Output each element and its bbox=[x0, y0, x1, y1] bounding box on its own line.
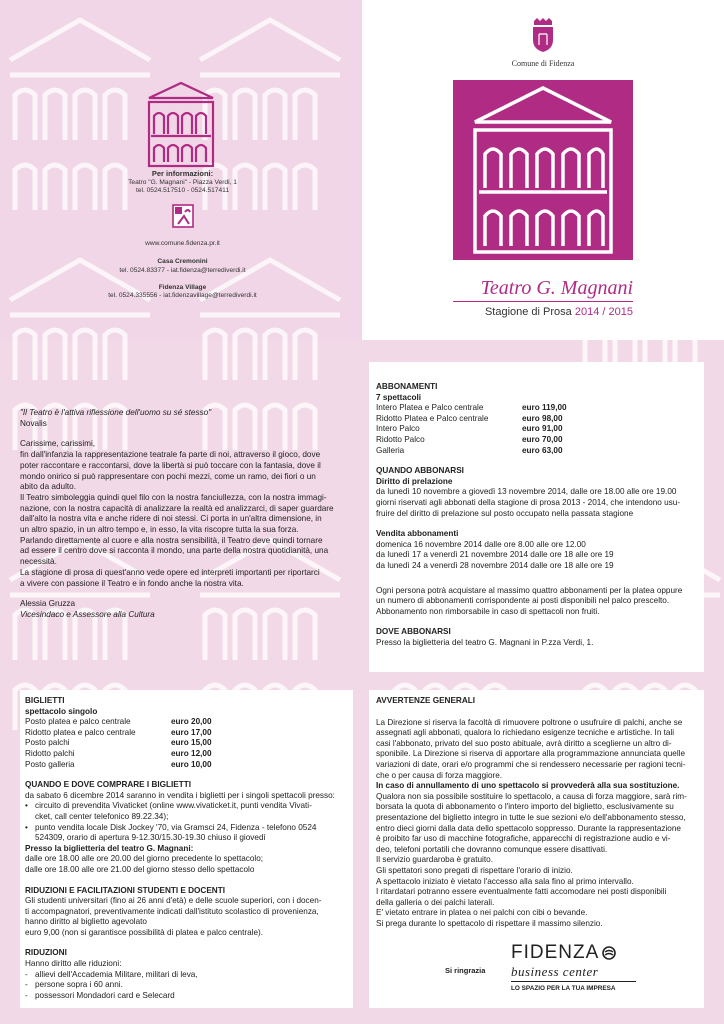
quando-comprare-heading: QUANDO E DOVE COMPRARE I BIGLIETTI bbox=[25, 780, 192, 790]
letter-line: poter raccontare e raccontarsi, dove la libertà si può toccare con la fantasia, dove il bbox=[20, 460, 321, 470]
avvertenze-line: è proibito far uso di macchine fotografiche, apparecchi di registrazione audio e vi- bbox=[376, 834, 671, 844]
price-value: euro 12,00 bbox=[171, 748, 212, 758]
price-row bbox=[25, 749, 347, 760]
avvertenze-bold-line: In caso di annullamento di uno spettacolo si provvederà alla sua sostituzione. bbox=[376, 781, 680, 791]
abbonamenti-panel bbox=[369, 362, 704, 672]
bullet-icon: • bbox=[25, 822, 28, 832]
stagione-title bbox=[453, 305, 633, 319]
dash-icon: - bbox=[25, 980, 28, 990]
biglietti-panel bbox=[20, 690, 353, 1008]
riduzioni-heading: RIDUZIONI bbox=[25, 948, 67, 958]
stagione-year-slash: / bbox=[602, 306, 606, 318]
quando-abbonarsi-heading: QUANDO ABBONARSI bbox=[376, 466, 464, 476]
price-value: euro 10,00 bbox=[171, 759, 212, 769]
price-row bbox=[376, 403, 698, 414]
riduzioni-studenti-line: euro 9,00 (non si garantisce possibilità di platea e palco centrale). bbox=[25, 927, 264, 937]
avvertenze-line: La Direzione si riserva la facoltà di rimuovere poltrone o usufruire di palchi, anche se bbox=[376, 717, 683, 727]
price-label: Posto galleria bbox=[25, 759, 75, 769]
stagione-label: Stagione di Prosa bbox=[484, 306, 572, 318]
riduzioni-item: possessori Mondadori card e Selecard bbox=[35, 990, 175, 1000]
price-row bbox=[376, 424, 698, 435]
avvertenze-line: Gli spettatori sono pregati di rispettare l'orario di inizio. bbox=[376, 865, 573, 875]
letter-signer: Alessia Gruzza bbox=[20, 599, 76, 609]
bullet-line: circuito di prevendita Vivaticket (online www.vivaticket.it, punti vendita Vivati- bbox=[35, 801, 312, 811]
avvertenze-heading: AVVERTENZE GENERALI bbox=[376, 696, 476, 705]
info-village-name: Fidenza Village bbox=[158, 283, 207, 291]
letter-block bbox=[20, 408, 348, 621]
avvertenze-line: entro dieci giorni dalla data dello spettacolo soppresso. Durante la rappresentazione bbox=[376, 823, 681, 833]
dash-icon: - bbox=[25, 990, 28, 1000]
price-row bbox=[376, 414, 698, 425]
bullet-icon: • bbox=[25, 801, 28, 811]
price-label: Intero Platea e Palco centrale bbox=[376, 403, 484, 413]
teatro-logo-icon bbox=[145, 80, 217, 168]
avvertenze-line: I ritardatari potranno essere eventualmente fatti accomodare nei posti disponibili bbox=[376, 887, 667, 897]
price-value: euro 119,00 bbox=[522, 403, 567, 413]
price-row bbox=[25, 728, 347, 739]
avvertenze-line: presentazione del biglietto integro in tutte le sue sezioni e/o dell'abbonamento stesso, bbox=[376, 812, 686, 822]
info-village-tel: tel. 0524.335556 - iat.fidenzavillage@terrediverdi.it bbox=[108, 292, 257, 300]
dove-abbonarsi-heading: DOVE ABBONARSI bbox=[376, 627, 451, 637]
presso-heading: Presso la biglietteria del teatro G. Magnani: bbox=[25, 843, 194, 853]
info-heading: Per informazioni: bbox=[151, 169, 214, 178]
abbonamenti-sub: 7 spettacoli bbox=[376, 392, 422, 402]
avvertenze-panel bbox=[369, 690, 704, 1008]
bullet-line: 524309, orario di apertura 9-12.30/15.30-19.30 chiuso il giovedì bbox=[35, 833, 266, 843]
stagione-year-start: 2014 bbox=[574, 306, 600, 318]
presso-line: dalle ore 18.00 alle ore 20.00 del giorno precedente lo spettacolo; bbox=[25, 854, 264, 864]
ogni-line: Abbonamento non rimborsabile in caso di spettacoli non fruiti. bbox=[376, 606, 600, 616]
sponsor-tagline: LO SPAZIO PER LA TUA IMPRESA bbox=[511, 985, 616, 992]
prelazione-line: giorni riservati agli abbonati della stagione di prosa 2013 - 2014, che intendono usu- bbox=[376, 497, 681, 507]
letter-line: La stagione di prosa di quest'anno vede opere ed interpreti importanti per riportarci bbox=[20, 567, 320, 577]
list-item bbox=[25, 991, 347, 1002]
price-row bbox=[25, 738, 347, 749]
biglietti-heading: BIGLIETTI bbox=[25, 696, 65, 705]
avvertenze-line: variazioni di date, orari e/o programmi che si rendessero necessarie per ragioni tecni- bbox=[376, 759, 686, 769]
presso-line: dalle ore 18.00 alle ore 21.00 del giorno stesso dello spettacolo bbox=[25, 864, 255, 874]
info-website[interactable]: www.comune.fidenza.pr.it bbox=[145, 239, 220, 247]
teatro-main-logo-icon bbox=[453, 80, 633, 260]
info-casa-tel: tel. 0524.83377 - iat.fidenza@terrediverdi.it bbox=[119, 266, 246, 274]
info-point-icon bbox=[172, 204, 194, 228]
sponsor-mark-icon bbox=[602, 946, 616, 960]
ogni-line: Ogni persona potrà acquistare al massimo quattro abbonamenti per la platea oppure bbox=[376, 585, 683, 595]
avvertenze-line: Il servizio guardaroba è gratuito. bbox=[376, 855, 493, 865]
quando-comprare-line: da sabato 6 dicembre 2014 saranno in vendita i biglietti per i singoli spettacoli presso: bbox=[25, 790, 335, 800]
price-value: euro 20,00 bbox=[171, 717, 212, 727]
sponsor-label: Si ringrazia bbox=[445, 966, 486, 975]
price-value: euro 63,00 bbox=[522, 445, 563, 455]
list-item bbox=[25, 970, 347, 981]
info-teatro-tel: tel. 0524.517510 - 0524.517411 bbox=[135, 187, 229, 195]
letter-line: a vivere con passione il Teatro e in fondo anche la nostra vita. bbox=[20, 578, 244, 588]
letter-line: nazione, con la nostra capacità di analizzare la realtà ed analizzarci, di saper guardare bbox=[20, 503, 334, 513]
letter-signer-role: Vicesindaco e Assessore alla Cultura bbox=[20, 609, 155, 619]
price-value: euro 91,00 bbox=[522, 424, 563, 434]
letter-line: mondo onirico si può rappresentare con pochi mezzi, come un ramo, dei fiori o un bbox=[20, 471, 316, 481]
avvertenze-line: Si prega durante lo spettacolo di rispettare il massimo silenzio. bbox=[376, 918, 603, 928]
list-item bbox=[25, 823, 347, 844]
avvertenze-line: che o per causa di forza maggiore. bbox=[376, 770, 503, 780]
vendita-line: domenica 16 novembre 2014 dalle ore 8.00 alle ore 12.00 bbox=[376, 539, 586, 549]
sponsor-name: FIDENZA bbox=[511, 942, 600, 963]
list-item bbox=[25, 980, 347, 991]
letter-quote: "Il Teatro è l'attiva riflessione dell'uomo su sé stesso" bbox=[20, 408, 212, 417]
riduzioni-studenti-line: Gli studenti universitari (fino ai 26 anni d'età) e delle scuole superiori, con i docen- bbox=[25, 896, 322, 906]
biglietti-sub: spettacolo singolo bbox=[25, 706, 98, 716]
riduzioni-intro: Hanno diritto alle riduzioni: bbox=[25, 959, 122, 969]
info-casa-name: Casa Cremonini bbox=[157, 258, 208, 266]
price-label: Ridotto Palco bbox=[376, 434, 425, 444]
title-block bbox=[453, 276, 633, 319]
letter-line: fin dall'infanzia la rappresentazione teatrale fa parte di noi, attraverso il gioco, dove bbox=[20, 450, 321, 460]
ogni-line: un numero di abbonamenti corrispondente ai posti disponibili nel palco prescelto. bbox=[376, 596, 670, 606]
avvertenze-line: Qualora non sia possibile sostituire lo spettacolo, a causa di forza maggiore, sarà rim- bbox=[376, 791, 687, 801]
avvertenze-line: sponibile. La Direzione si riserva di apportare alla programmazione annunciata quelle bbox=[376, 749, 686, 759]
price-value: euro 98,00 bbox=[522, 413, 563, 423]
avvertenze-line: deo, telefoni portatili che dovranno comunque essere disattivati. bbox=[376, 844, 608, 854]
price-value: euro 15,00 bbox=[171, 738, 212, 748]
price-value: euro 70,00 bbox=[522, 434, 563, 444]
avvertenze-line: assegnati agli abbonati, qualora lo richiedano esigenze tecniche e artistiche. In tali bbox=[376, 728, 675, 738]
letter-line: ad essere il centro dove si racconta il mondo, una parte della nostra quotidianità, una bbox=[20, 546, 329, 556]
price-row bbox=[376, 446, 698, 457]
comune-label: Comune di Fidenza bbox=[511, 59, 575, 68]
riduzioni-item: persone sopra i 60 anni. bbox=[35, 980, 123, 990]
abbonamenti-heading: ABBONAMENTI bbox=[376, 382, 438, 391]
sponsor-block bbox=[369, 940, 704, 1006]
price-label: Galleria bbox=[376, 445, 405, 455]
riduzioni-studenti-line: hanno diritto al biglietto agevolato bbox=[25, 917, 147, 927]
price-row bbox=[376, 435, 698, 446]
riduzioni-studenti-line: ti accompagnatori, preventivamente indicati dall'istituto scolastico di provenienza, bbox=[25, 906, 319, 916]
price-row bbox=[25, 717, 347, 728]
vendita-line: da lunedì 24 a venerdì 28 novembre 2014 dalle ore 18 alle ore 19 bbox=[376, 560, 614, 570]
avvertenze-line: della galleria o dei palchi laterali. bbox=[376, 897, 495, 907]
sponsor-sub: business center bbox=[511, 964, 599, 979]
info-block bbox=[80, 170, 285, 301]
prelazione-heading: Diritto di prelazione bbox=[376, 476, 453, 486]
letter-quote-author: Novalis bbox=[20, 418, 47, 428]
bullet-line: punto vendita locale Disk Jockey '70, via Gramsci 24, Fidenza - telefono 0524 bbox=[35, 822, 317, 832]
avvertenze-line: borsata la quota di abbonamento o l'intero importo del biglietto, esclusivamente su bbox=[376, 802, 674, 812]
sponsor-logo bbox=[511, 942, 636, 995]
dove-abbonarsi-text: Presso la biglietteria del teatro G. Magnani in P.zza Verdi, 1. bbox=[376, 637, 594, 647]
price-label: Ridotto platea e palco centrale bbox=[25, 727, 136, 737]
riduzioni-item: allievi dell'Accademia Militare, militari di leva, bbox=[35, 969, 198, 979]
letter-line: dall'alto la nostra vita e anche ridere di noi stessi. Ci porta in un'altra dimensione, in bbox=[20, 514, 322, 524]
price-label: Posto palchi bbox=[25, 738, 70, 748]
vendita-heading: Vendita abbonamenti bbox=[376, 529, 459, 539]
stagione-year-end: 2015 bbox=[608, 306, 633, 318]
prelazione-line: fruire del diritto di prelazione sul posto occupato nella passata stagione bbox=[376, 508, 634, 518]
price-label: Ridotto palchi bbox=[25, 748, 75, 758]
price-value: euro 17,00 bbox=[171, 727, 212, 737]
letter-line: necessità. bbox=[20, 557, 57, 567]
prelazione-line: da lunedì 10 novembre a giovedì 13 novembre 2014, dalle ore 18.00 alle ore 19.00 bbox=[376, 487, 677, 497]
list-item bbox=[25, 801, 347, 822]
comune-crest-icon bbox=[531, 18, 555, 52]
riduzioni-studenti-heading: RIDUZIONI E FACILITAZIONI STUDENTI E DOCENTI bbox=[25, 885, 225, 895]
vendita-line: da lunedì 17 a venerdì 21 novembre 2014 dalle ore 18 alle ore 19 bbox=[376, 550, 614, 560]
price-label: Ridotto Platea e Palco centrale bbox=[376, 413, 489, 423]
price-label: Intero Palco bbox=[376, 424, 420, 434]
price-label: Posto platea e palco centrale bbox=[25, 717, 131, 727]
price-row bbox=[25, 760, 347, 771]
avvertenze-line: E' vietato entrare in platea o nei palchi con cibi o bevande. bbox=[376, 908, 588, 918]
letter-line: Il Teatro simboleggia quindi quel filo con la nostra fanciullezza, con la nostra immagi- bbox=[20, 492, 327, 502]
letter-line: un altro spazio, in un altro tempo e, in esso, la vita riscopre tutta la sua forza. bbox=[20, 525, 299, 535]
letter-line: Parlando direttamente al cuore e alla nostra sensibilità, il Teatro deve quindi tornare bbox=[20, 535, 323, 545]
avvertenze-line: A spettacolo iniziato è vietato l'accesso alla sala fino al primo intervallo. bbox=[376, 876, 634, 886]
letter-greeting: Carissime, carissimi, bbox=[20, 439, 96, 449]
letter-line: abito da adulto. bbox=[20, 482, 76, 492]
avvertenze-line: casi l'abbonato, privato del suo posto abituale, avrà diritto a sceglierne un altro di- bbox=[376, 738, 672, 748]
teatro-title: Teatro G. Magnani bbox=[480, 277, 633, 299]
bullet-line: cket, call center telefonico 89.22.34); bbox=[35, 811, 169, 821]
dash-icon: - bbox=[25, 969, 28, 979]
info-teatro-address: Teatro "G. Magnani" - Piazza Verdi, 1 bbox=[128, 178, 237, 186]
